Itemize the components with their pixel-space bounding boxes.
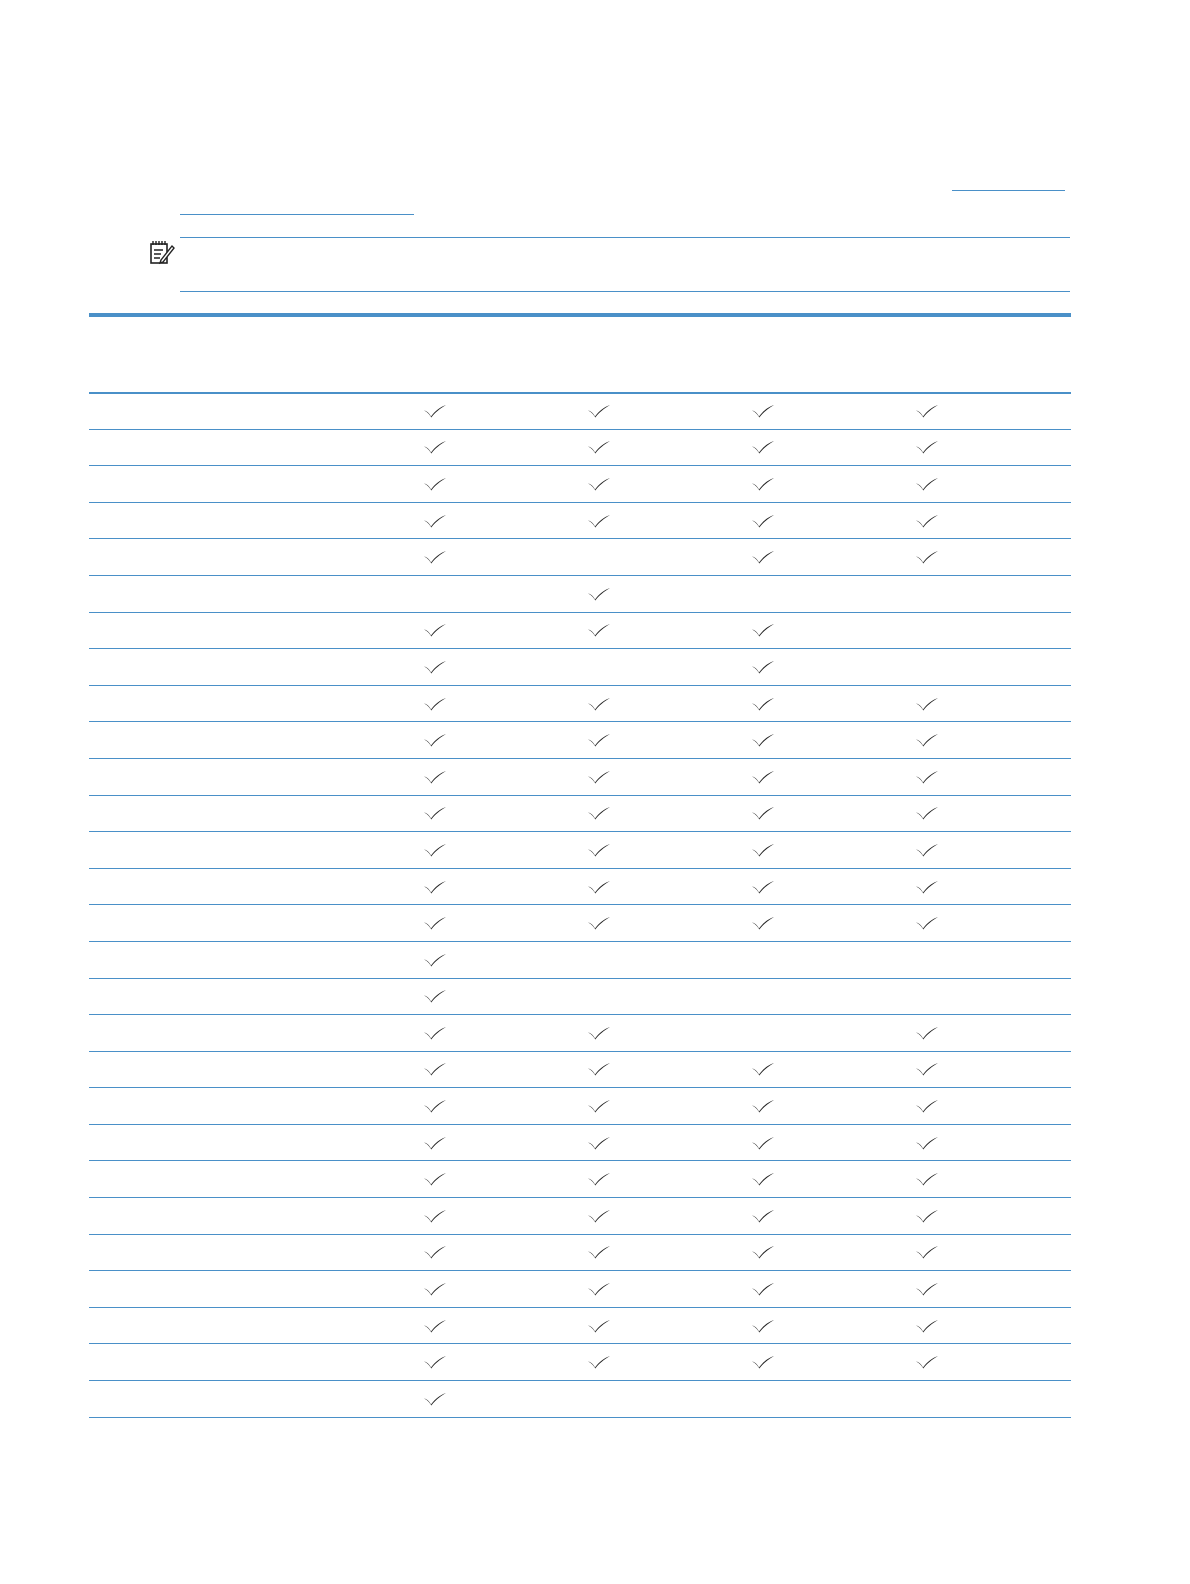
check-icon xyxy=(415,1125,455,1161)
check-icon xyxy=(415,613,455,649)
check-icon xyxy=(907,430,947,466)
check-icon xyxy=(579,576,619,612)
note-top-rule xyxy=(180,237,1070,238)
check-icon xyxy=(415,759,455,795)
check-icon xyxy=(415,1052,455,1088)
check-icon xyxy=(579,1161,619,1197)
check-icon xyxy=(743,394,783,429)
check-icon xyxy=(415,430,455,466)
link-underline-1[interactable] xyxy=(952,190,1065,191)
check-icon xyxy=(579,1052,619,1088)
table-row xyxy=(89,796,1071,833)
check-icon xyxy=(907,832,947,868)
check-icon xyxy=(579,905,619,941)
table-row xyxy=(89,539,1071,576)
table-row xyxy=(89,1015,1071,1052)
check-icon xyxy=(743,1308,783,1344)
check-icon xyxy=(907,759,947,795)
check-icon xyxy=(907,1235,947,1271)
table-row xyxy=(89,832,1071,869)
table-row xyxy=(89,430,1071,467)
check-icon xyxy=(907,796,947,832)
table-row xyxy=(89,1088,1071,1125)
check-icon xyxy=(743,539,783,575)
check-icon xyxy=(907,1198,947,1234)
check-icon xyxy=(907,503,947,539)
check-icon xyxy=(907,1344,947,1380)
table-row xyxy=(89,503,1071,540)
check-icon xyxy=(579,869,619,905)
check-icon xyxy=(579,503,619,539)
table-row xyxy=(89,1161,1071,1198)
check-icon xyxy=(579,1125,619,1161)
table-row xyxy=(89,722,1071,759)
check-icon xyxy=(907,1088,947,1124)
check-icon xyxy=(415,1015,455,1051)
check-icon xyxy=(743,796,783,832)
table-row xyxy=(89,576,1071,613)
check-icon xyxy=(415,1088,455,1124)
check-icon xyxy=(743,1052,783,1088)
check-icon xyxy=(579,466,619,502)
check-icon xyxy=(907,869,947,905)
check-icon xyxy=(415,686,455,722)
check-icon xyxy=(907,1161,947,1197)
check-icon xyxy=(415,979,455,1015)
check-icon xyxy=(415,1271,455,1307)
table-row xyxy=(89,905,1071,942)
check-icon xyxy=(743,869,783,905)
check-icon xyxy=(743,1271,783,1307)
check-icon xyxy=(415,539,455,575)
table-top-rule xyxy=(89,313,1071,317)
link-underline-2[interactable] xyxy=(180,214,414,215)
table-row xyxy=(89,686,1071,723)
check-icon xyxy=(415,942,455,978)
check-icon xyxy=(743,1161,783,1197)
check-icon xyxy=(907,466,947,502)
check-icon xyxy=(579,394,619,429)
check-icon xyxy=(579,832,619,868)
note-icon xyxy=(148,238,176,266)
check-icon xyxy=(907,1125,947,1161)
table-row xyxy=(89,1125,1071,1162)
check-icon xyxy=(415,1198,455,1234)
table-row xyxy=(89,942,1071,979)
check-icon xyxy=(907,1308,947,1344)
check-icon xyxy=(743,649,783,685)
check-icon xyxy=(907,722,947,758)
check-icon xyxy=(743,1198,783,1234)
check-icon xyxy=(743,1235,783,1271)
table-row xyxy=(89,1235,1071,1272)
check-icon xyxy=(415,869,455,905)
check-icon xyxy=(743,905,783,941)
table-row xyxy=(89,649,1071,686)
check-icon xyxy=(415,649,455,685)
check-icon xyxy=(579,796,619,832)
table-row xyxy=(89,759,1071,796)
support-table xyxy=(89,394,1071,1418)
note-bottom-rule xyxy=(180,291,1070,292)
check-icon xyxy=(579,759,619,795)
table-row xyxy=(89,979,1071,1016)
check-icon xyxy=(743,613,783,649)
check-icon xyxy=(743,832,783,868)
table-row xyxy=(89,613,1071,650)
check-icon xyxy=(743,430,783,466)
check-icon xyxy=(579,1088,619,1124)
check-icon xyxy=(743,759,783,795)
check-icon xyxy=(579,613,619,649)
table-row xyxy=(89,1381,1071,1418)
check-icon xyxy=(579,1235,619,1271)
table-row xyxy=(89,1344,1071,1381)
table-row xyxy=(89,466,1071,503)
check-icon xyxy=(579,430,619,466)
check-icon xyxy=(743,1125,783,1161)
check-icon xyxy=(579,1271,619,1307)
check-icon xyxy=(907,686,947,722)
check-icon xyxy=(907,539,947,575)
table-row xyxy=(89,394,1071,430)
table-row xyxy=(89,1308,1071,1345)
check-icon xyxy=(579,1015,619,1051)
check-icon xyxy=(907,1015,947,1051)
check-icon xyxy=(415,1161,455,1197)
check-icon xyxy=(415,466,455,502)
check-icon xyxy=(743,722,783,758)
check-icon xyxy=(415,1308,455,1344)
check-icon xyxy=(415,1235,455,1271)
check-icon xyxy=(415,832,455,868)
check-icon xyxy=(415,1344,455,1380)
check-icon xyxy=(743,1088,783,1124)
table-row xyxy=(89,1052,1071,1089)
check-icon xyxy=(415,503,455,539)
check-icon xyxy=(415,722,455,758)
check-icon xyxy=(579,1198,619,1234)
check-icon xyxy=(907,1271,947,1307)
table-row xyxy=(89,1271,1071,1308)
check-icon xyxy=(907,1052,947,1088)
check-icon xyxy=(415,394,455,429)
check-icon xyxy=(743,1344,783,1380)
check-icon xyxy=(743,686,783,722)
check-icon xyxy=(415,796,455,832)
check-icon xyxy=(579,722,619,758)
check-icon xyxy=(579,1344,619,1380)
table-row xyxy=(89,869,1071,906)
check-icon xyxy=(743,466,783,502)
check-icon xyxy=(907,905,947,941)
check-icon xyxy=(743,503,783,539)
table-row xyxy=(89,1198,1071,1235)
check-icon xyxy=(579,686,619,722)
check-icon xyxy=(579,1308,619,1344)
check-icon xyxy=(415,905,455,941)
check-icon xyxy=(907,394,947,429)
check-icon xyxy=(415,1381,455,1417)
